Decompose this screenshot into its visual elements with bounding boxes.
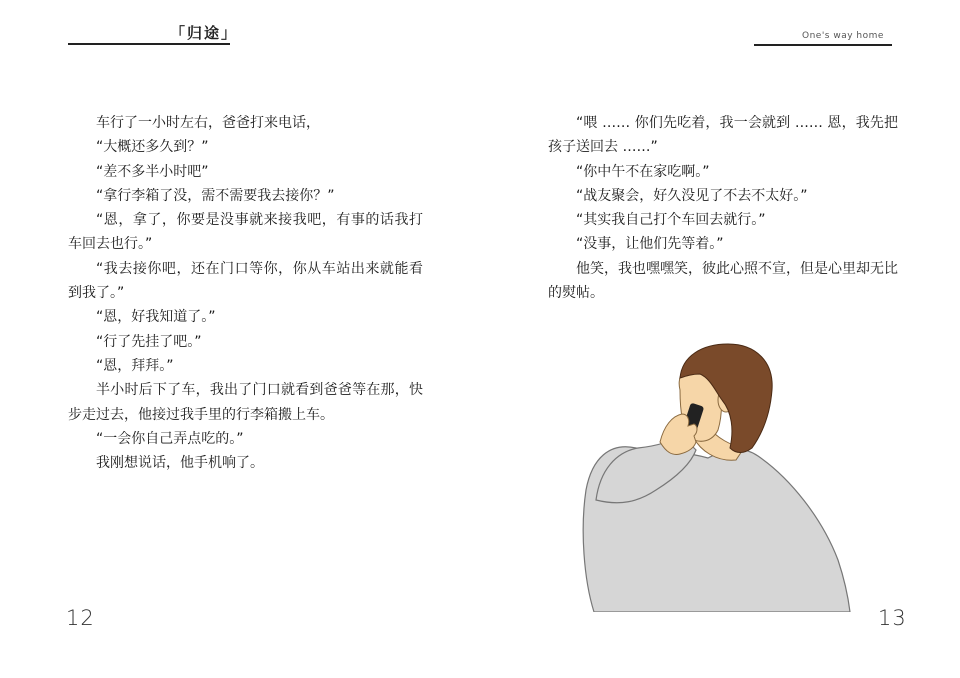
paragraph: “一会你自己弄点吃的。” <box>96 430 244 447</box>
paragraph: “其实我自己打个车回去就行。” <box>576 212 766 229</box>
paragraph: “大概还多久到？” <box>96 139 209 156</box>
man-on-phone-illustration <box>576 330 868 612</box>
paragraph: “喂 …… 你们先吃着，我一会就到 …… 恩，我先把孩子送回去 ……” <box>548 115 898 156</box>
paragraph: “恩，好我知道了。” <box>96 309 216 326</box>
paragraph: “战友聚会，好久没见了不去不太好。” <box>576 187 808 204</box>
paragraph: 车行了一小时左右，爸爸打来电话， <box>96 115 320 131</box>
page-number: 13 <box>878 606 907 630</box>
header-rule <box>68 43 230 45</box>
paragraph: “差不多半小时吧” <box>96 163 209 180</box>
right-page <box>480 0 960 678</box>
paragraph: “恩，拜拜。” <box>96 357 174 374</box>
paragraph: “恩，拿了，你要是没事就来接我吧，有事的话我打车回去也行。” <box>68 212 423 253</box>
chapter-title: 「归途」 <box>170 24 239 42</box>
right-body-text <box>548 111 898 305</box>
paragraph: “行了先挂了吧。” <box>96 333 202 350</box>
paragraph: “没事，让他们先等着。” <box>576 236 724 253</box>
book-title: One's way home <box>802 31 884 41</box>
page-number: 12 <box>66 606 95 630</box>
paragraph: 半小时后下了车，我出了门口就看到爸爸等在那，快步走过去，他接过我手里的行李箱搬上车。 <box>68 382 423 423</box>
left-body-text <box>68 111 423 475</box>
paragraph: “我去接你吧，还在门口等你，你从车站出来就能看到我了。” <box>68 260 423 302</box>
paragraph: 他笑，我也嘿嘿笑，彼此心照不宣，但是心里却无比的熨帖。 <box>548 260 898 302</box>
header-rule <box>754 44 892 46</box>
paragraph: 我刚想说话，他手机响了。 <box>96 455 264 472</box>
paragraph: “你中午不在家吃啊。” <box>576 163 710 180</box>
paragraph: “拿行李箱了没，需不需要我去接你？” <box>96 187 335 204</box>
